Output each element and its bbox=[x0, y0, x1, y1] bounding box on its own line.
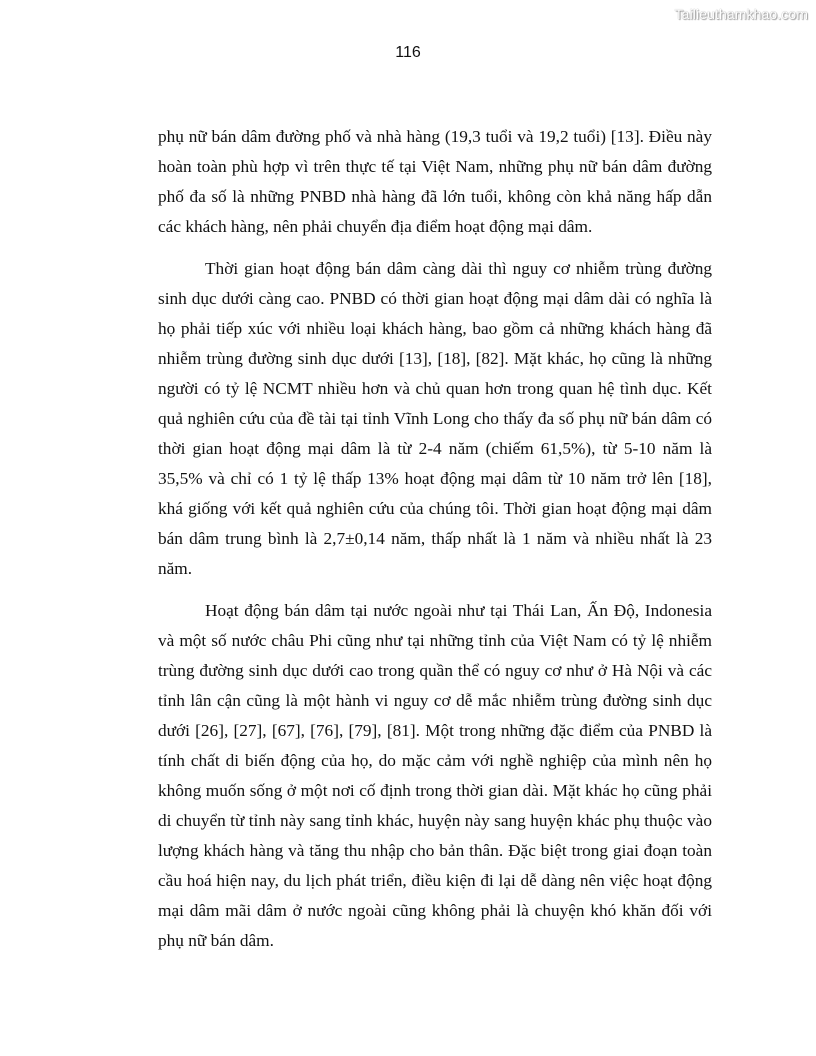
paragraph-1: phụ nữ bán dâm đường phố và nhà hàng (19,3 tuổi và 19,2 tuổi) [13]. Điều này hoàn toàn phù hợp vì trên thực tế tại Việt Nam, những phụ nữ bán dâm đường phố đa số là những PNBD nhà hàng đã lớn tuổi, không còn khả năng hấp dẫn các khách hàng, nên phải chuyển địa điểm hoạt động mại dâm. bbox=[158, 127, 712, 236]
page-number: 116 bbox=[395, 44, 421, 61]
paragraph-2: Thời gian hoạt động bán dâm càng dài thì nguy cơ nhiễm trùng đường sinh dục dưới càng cao. PNBD có thời gian hoạt động mại dâm dài có nghĩa là họ phải tiếp xúc với nhiều loại khách hàng, bao gồm cả những khách hàng đã nhiễm trùng đường sinh dục dưới [13], [18], [82]. Mặt khác, họ cũng là những người có tỷ lệ NCMT nhiều hơn và chủ quan hơn trong quan hệ tình dục. Kết quả nghiên cứu của đề tài tại tỉnh Vĩnh Long cho thấy đa số phụ nữ bán dâm có thời gian hoạt động mại dâm là từ 2-4 năm (chiếm 61,5%), từ 5-10 năm là 35,5% và chỉ có 1 tỷ lệ thấp 13% hoạt động mại dâm từ 10 năm trở lên [18], khá giống với kết quả nghiên cứu của chúng tôi. Thời gian hoạt động mại dâm bán dâm trung bình là 2,7±0,14 năm, thấp nhất là 1 năm và nhiều nhất là 23 năm. bbox=[158, 259, 712, 578]
document-body bbox=[158, 122, 712, 968]
paragraph-3: Hoạt động bán dâm tại nước ngoài như tại Thái Lan, Ấn Độ, Indonesia và một số nước châu Phi cũng như tại những tỉnh của Việt Nam có tỷ lệ nhiễm trùng đường sinh dục dưới cao trong quần thể có nguy cơ như ở Hà Nội và các tỉnh lân cận cũng là một hành vi nguy cơ dễ mắc nhiễm trùng đường sinh dục dưới [26], [27], [67], [76], [79], [81]. Một trong những đặc điểm của PNBD là tính chất di biến động của họ, do mặc cảm với nghề nghiệp của mình nên họ không muốn sống ở một nơi cố định trong thời gian dài. Mặt khác họ cũng phải di chuyển từ tỉnh này sang tỉnh khác, huyện này sang huyện khác phụ thuộc vào lượng khách hàng và tăng thu nhập cho bản thân. Đặc biệt trong giai đoạn toàn cầu hoá hiện nay, du lịch phát triển, điều kiện đi lại dễ dàng nên việc hoạt động mại dâm mãi dâm ở nước ngoài cũng không phải là chuyện khó khăn đối với phụ nữ bán dâm. bbox=[158, 601, 712, 950]
watermark: Tailieuthamkhao.com bbox=[674, 6, 808, 22]
